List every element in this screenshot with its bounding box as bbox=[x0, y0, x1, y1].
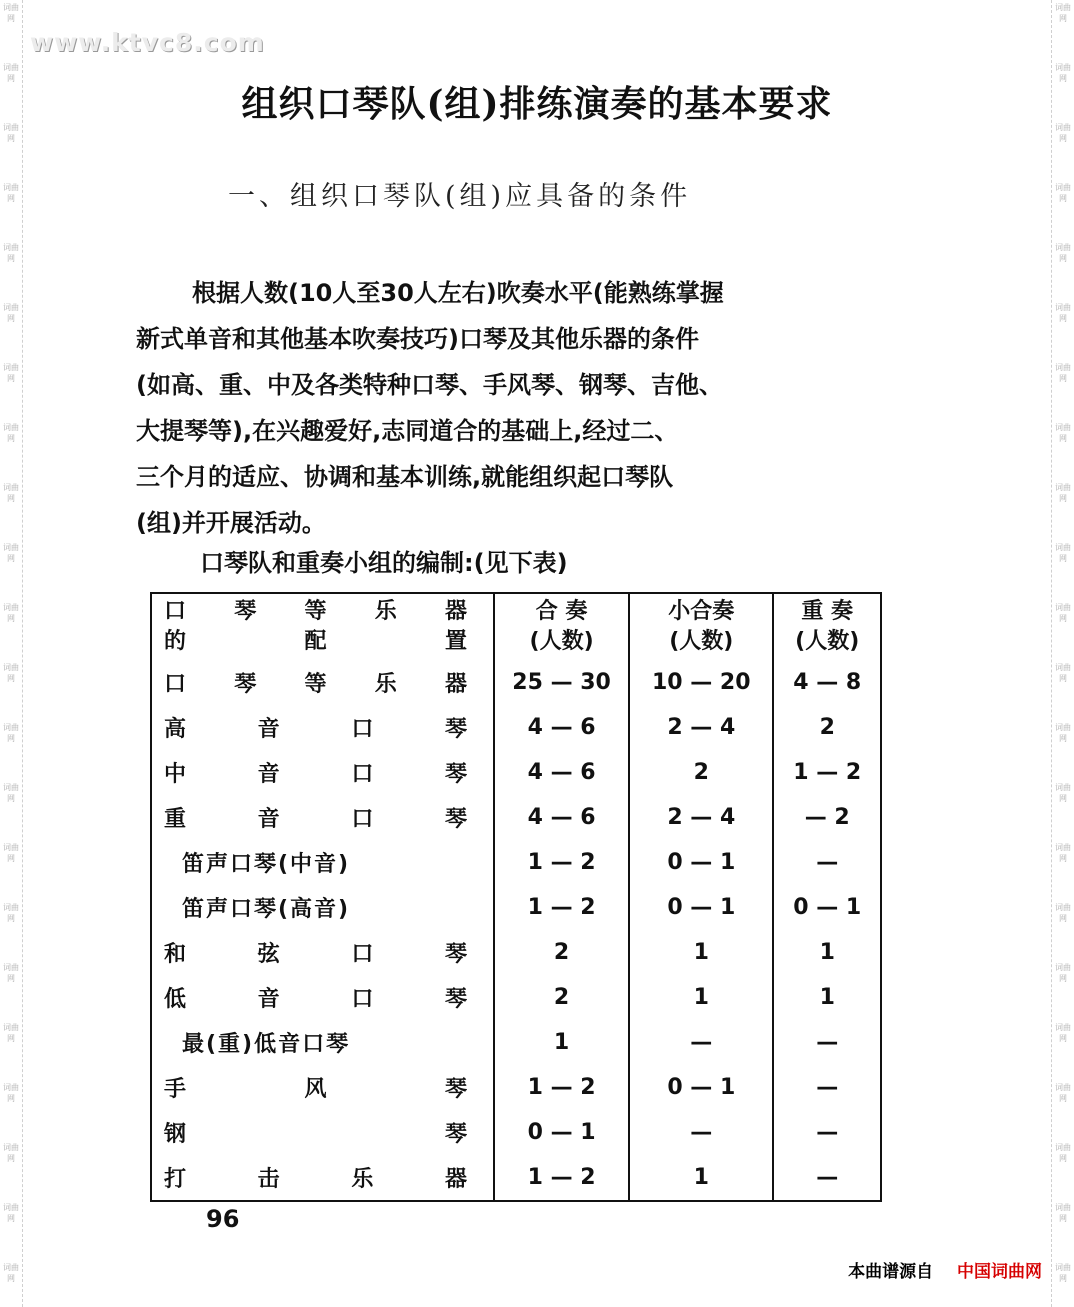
chamber-count: — bbox=[773, 1065, 881, 1110]
page-title: 组织口琴队(组)排练演奏的基本要求 bbox=[241, 83, 833, 125]
header-char: 置 bbox=[445, 629, 468, 654]
paragraph-line: 根据人数(10人至30人左右)吹奏水平(能熟练掌握 bbox=[192, 279, 724, 307]
chamber-count: 1 bbox=[773, 975, 881, 1020]
header-char: 口 bbox=[164, 599, 187, 624]
margin-mark: 词曲网 bbox=[1055, 1023, 1071, 1043]
header-label: 合 奏 bbox=[535, 599, 588, 624]
margin-mark: 词曲网 bbox=[3, 423, 19, 443]
margin-mark: 词曲网 bbox=[3, 303, 19, 323]
chamber-count: — bbox=[773, 1155, 881, 1201]
margin-mark: 词曲网 bbox=[3, 183, 19, 203]
header-line bbox=[164, 627, 467, 657]
margin-mark: 词曲网 bbox=[1055, 243, 1071, 263]
margin-mark: 词曲网 bbox=[1055, 1083, 1071, 1103]
table-row bbox=[151, 1065, 881, 1110]
margin-mark: 词曲网 bbox=[3, 1203, 19, 1223]
chamber-count: — 2 bbox=[773, 795, 881, 840]
margin-mark: 词曲网 bbox=[1055, 123, 1071, 143]
chamber-count: 4 — 8 bbox=[773, 660, 881, 705]
instrument-name: 笛声口琴(中音) bbox=[182, 852, 351, 877]
chamber-count: — bbox=[773, 1020, 881, 1065]
small-ensemble-count: 0 — 1 bbox=[629, 885, 773, 930]
instrument-name: 最(重)低音口琴 bbox=[182, 1032, 351, 1057]
instrument-name: 低音口琴 bbox=[164, 987, 468, 1012]
margin-mark: 词曲网 bbox=[1055, 1203, 1071, 1223]
small-ensemble-count: — bbox=[629, 1020, 773, 1065]
table-row bbox=[151, 750, 881, 795]
chamber-count: 2 bbox=[773, 705, 881, 750]
margin-mark: 词曲网 bbox=[1055, 843, 1071, 863]
margin-mark: 词曲网 bbox=[1055, 423, 1071, 443]
margin-mark: 词曲网 bbox=[1055, 3, 1071, 23]
margin-mark: 词曲网 bbox=[3, 1263, 19, 1283]
table-row bbox=[151, 795, 881, 840]
small-ensemble-count: 1 bbox=[629, 975, 773, 1020]
header-unit: (人数) bbox=[529, 629, 594, 654]
small-ensemble-count: 2 — 4 bbox=[629, 795, 773, 840]
source-label: 本曲谱源自 bbox=[848, 1262, 934, 1282]
page-number: 96 bbox=[206, 1205, 240, 1233]
header-ensemble bbox=[494, 593, 629, 660]
instrument-name: 中音口琴 bbox=[164, 762, 468, 787]
ensemble-count: 4 — 6 bbox=[494, 750, 629, 795]
margin-mark: 词曲网 bbox=[1055, 363, 1071, 383]
left-margin-strip bbox=[0, 0, 23, 1307]
ensemble-count: 0 — 1 bbox=[494, 1110, 629, 1155]
small-ensemble-count: — bbox=[629, 1110, 773, 1155]
small-ensemble-count: 2 bbox=[629, 750, 773, 795]
margin-mark: 词曲网 bbox=[3, 483, 19, 503]
ensemble-count: 1 bbox=[494, 1020, 629, 1065]
margin-mark: 词曲网 bbox=[1055, 603, 1071, 623]
small-ensemble-count: 0 — 1 bbox=[629, 840, 773, 885]
header-char: 器 bbox=[445, 599, 468, 624]
margin-mark: 词曲网 bbox=[1055, 1143, 1071, 1163]
table-row bbox=[151, 705, 881, 750]
paragraph-line: (组)并开展活动。 bbox=[136, 509, 326, 537]
margin-mark: 词曲网 bbox=[3, 1143, 19, 1163]
table-header-row bbox=[151, 593, 881, 660]
margin-mark: 词曲网 bbox=[3, 1083, 19, 1103]
instrument-name: 打击乐器 bbox=[164, 1167, 468, 1192]
table-row bbox=[151, 660, 881, 705]
ensemble-count: 1 — 2 bbox=[494, 1155, 629, 1201]
small-ensemble-count: 1 bbox=[629, 930, 773, 975]
margin-mark: 词曲网 bbox=[3, 123, 19, 143]
paragraph-line: 新式单音和其他基本吹奏技巧)口琴及其他乐器的条件 bbox=[136, 325, 699, 353]
margin-mark: 词曲网 bbox=[3, 603, 19, 623]
small-ensemble-count: 2 — 4 bbox=[629, 705, 773, 750]
ensemble-count: 4 — 6 bbox=[494, 705, 629, 750]
margin-mark: 词曲网 bbox=[1055, 723, 1071, 743]
margin-mark: 词曲网 bbox=[1055, 663, 1071, 683]
instrument-name: 高音口琴 bbox=[164, 717, 468, 742]
instrument-name: 手风琴 bbox=[164, 1077, 468, 1102]
table-row bbox=[151, 930, 881, 975]
margin-mark: 词曲网 bbox=[3, 3, 19, 23]
small-ensemble-count: 1 bbox=[629, 1155, 773, 1201]
ensemble-count: 2 bbox=[494, 930, 629, 975]
paragraph-line: 大提琴等),在兴趣爱好,志同道合的基础上,经过二、 bbox=[136, 417, 679, 445]
site-watermark: www.ktvc8.com bbox=[30, 28, 265, 57]
margin-mark: 词曲网 bbox=[3, 63, 19, 83]
margin-mark: 词曲网 bbox=[3, 1023, 19, 1043]
instrument-name: 钢琴 bbox=[164, 1122, 468, 1147]
table-row bbox=[151, 1155, 881, 1201]
ensemble-count: 2 bbox=[494, 975, 629, 1020]
ensemble-count: 1 — 2 bbox=[494, 840, 629, 885]
margin-mark: 词曲网 bbox=[3, 663, 19, 683]
table-row bbox=[151, 840, 881, 885]
margin-mark: 词曲网 bbox=[1055, 903, 1071, 923]
source-site-link[interactable]: 中国词曲网 bbox=[957, 1262, 1042, 1282]
margin-mark: 词曲网 bbox=[1055, 183, 1071, 203]
header-chamber bbox=[773, 593, 881, 660]
margin-mark: 词曲网 bbox=[3, 903, 19, 923]
chamber-count: 0 — 1 bbox=[773, 885, 881, 930]
header-instrument-config bbox=[151, 593, 494, 660]
chamber-count: 1 — 2 bbox=[773, 750, 881, 795]
margin-mark: 词曲网 bbox=[1055, 63, 1071, 83]
margin-mark: 词曲网 bbox=[3, 243, 19, 263]
instrument-name: 口琴等乐器 bbox=[164, 672, 468, 697]
margin-mark: 词曲网 bbox=[3, 363, 19, 383]
header-small-ensemble bbox=[629, 593, 773, 660]
header-char: 琴 bbox=[234, 599, 257, 624]
margin-mark: 词曲网 bbox=[1055, 543, 1071, 563]
instrument-name: 笛声口琴(高音) bbox=[182, 897, 351, 922]
margin-mark: 词曲网 bbox=[1055, 963, 1071, 983]
table-row bbox=[151, 1110, 881, 1155]
header-label: 重 奏 bbox=[801, 599, 854, 624]
table-row bbox=[151, 1020, 881, 1065]
paragraph-line: 三个月的适应、协调和基本训练,就能组织起口琴队 bbox=[136, 463, 674, 491]
margin-mark: 词曲网 bbox=[3, 963, 19, 983]
header-unit: (人数) bbox=[669, 629, 734, 654]
margin-mark: 词曲网 bbox=[3, 783, 19, 803]
margin-mark: 词曲网 bbox=[3, 843, 19, 863]
body-paragraph bbox=[136, 270, 876, 546]
header-char: 的 bbox=[164, 629, 187, 654]
paragraph-line: (如高、重、中及各类特种口琴、手风琴、钢琴、吉他、 bbox=[136, 371, 723, 399]
header-char: 乐 bbox=[374, 599, 397, 624]
ensemble-count: 1 — 2 bbox=[494, 885, 629, 930]
table-caption: 口琴队和重奏小组的编制:(见下表) bbox=[200, 549, 568, 577]
small-ensemble-count: 0 — 1 bbox=[629, 1065, 773, 1110]
header-char: 配 bbox=[304, 629, 327, 654]
margin-mark: 词曲网 bbox=[3, 723, 19, 743]
header-unit: (人数) bbox=[795, 629, 860, 654]
margin-mark: 词曲网 bbox=[1055, 1263, 1071, 1283]
chamber-count: — bbox=[773, 840, 881, 885]
instrument-table bbox=[150, 592, 882, 1202]
right-margin-strip bbox=[1051, 0, 1074, 1307]
table-row bbox=[151, 885, 881, 930]
chamber-count: — bbox=[773, 1110, 881, 1155]
ensemble-count: 1 — 2 bbox=[494, 1065, 629, 1110]
section-heading: 一、组织口琴队(组)应具备的条件 bbox=[228, 181, 692, 212]
header-label: 小合奏 bbox=[668, 599, 735, 624]
ensemble-count: 4 — 6 bbox=[494, 795, 629, 840]
chamber-count: 1 bbox=[773, 930, 881, 975]
source-credit bbox=[848, 1257, 1042, 1282]
small-ensemble-count: 10 — 20 bbox=[629, 660, 773, 705]
margin-mark: 词曲网 bbox=[3, 543, 19, 563]
header-char: 等 bbox=[304, 599, 327, 624]
margin-mark: 词曲网 bbox=[1055, 483, 1071, 503]
table-row bbox=[151, 975, 881, 1020]
instrument-name: 和弦口琴 bbox=[164, 942, 468, 967]
header-line bbox=[164, 597, 467, 627]
instrument-name: 重音口琴 bbox=[164, 807, 468, 832]
ensemble-count: 25 — 30 bbox=[494, 660, 629, 705]
margin-mark: 词曲网 bbox=[1055, 783, 1071, 803]
margin-mark: 词曲网 bbox=[1055, 303, 1071, 323]
